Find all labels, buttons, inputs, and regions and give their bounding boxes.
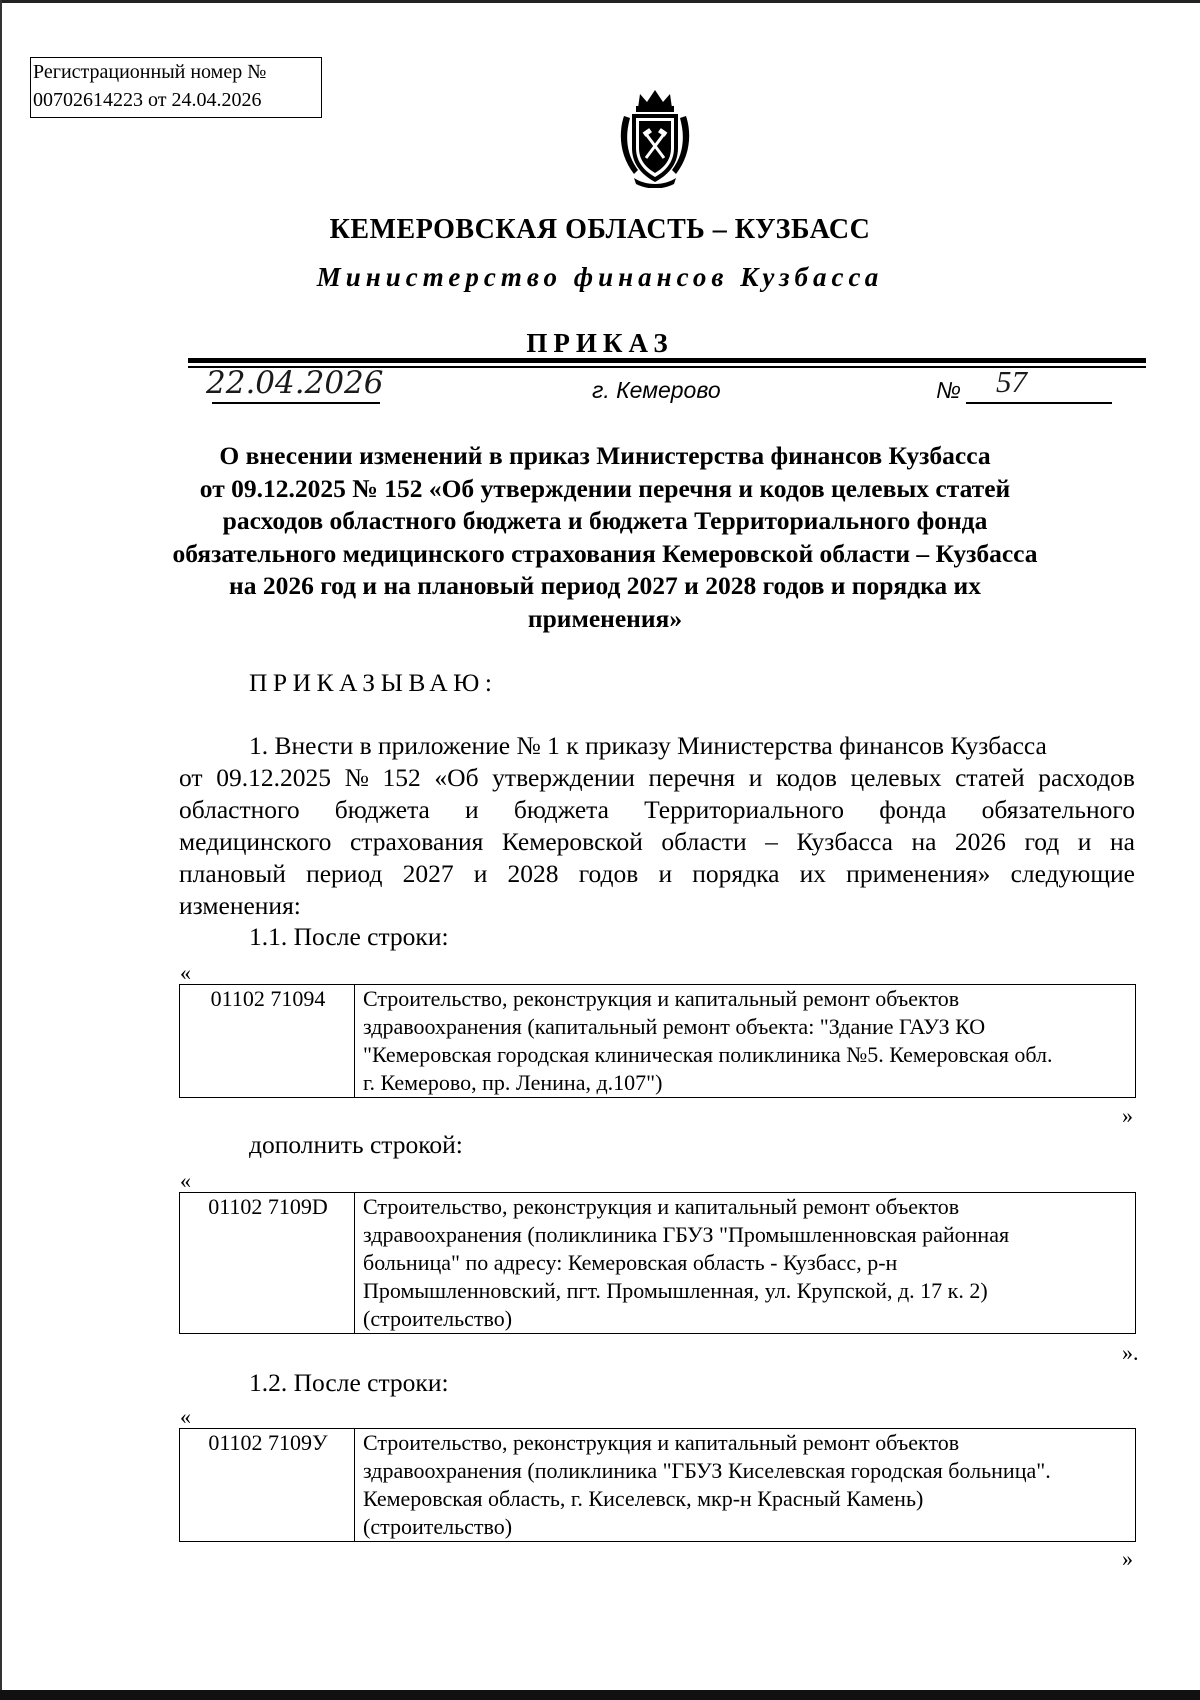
ministry-title: Министерство финансов Кузбасса	[316, 262, 884, 292]
paragraph-word: утверждении	[492, 763, 635, 792]
paragraph-word: 09.12.2025	[216, 763, 331, 792]
paragraph-word: фонда	[879, 795, 947, 824]
target-code: 01102 7109D	[180, 1193, 355, 1334]
description-line: г. Кемерово, пр. Ленина, д.107")	[363, 1070, 663, 1095]
paragraph-word: и	[748, 763, 763, 792]
description-line: "Кемеровская городская клиническая поликлиника №5. Кемеровская обл.	[363, 1042, 1053, 1067]
paragraph-word: и	[658, 859, 673, 888]
number-underline	[966, 402, 1112, 404]
description-line: здравоохранения (капитальный ремонт объекта: "Здание ГАУЗ КО	[363, 1014, 986, 1039]
paragraph-word: их	[799, 859, 827, 888]
paragraph-word: статей	[955, 763, 1025, 792]
quote-open: «	[180, 1168, 191, 1193]
date-underline	[212, 402, 380, 404]
paragraph-word: применения»	[846, 859, 991, 888]
paragraph-word: на	[1109, 827, 1135, 856]
paragraph-line: 1. Внести в приложение № 1 к приказу Министерства финансов Кузбасса	[249, 731, 1047, 760]
paragraph-line	[179, 794, 1135, 826]
paragraph-word: области	[661, 827, 747, 856]
paragraph-word: целевых	[850, 763, 942, 792]
paragraph-word: расходов	[1038, 763, 1135, 792]
paragraph-line: изменения:	[179, 891, 301, 920]
paragraph-word: –	[765, 827, 778, 856]
paragraph-word: 152	[382, 763, 421, 792]
code-table-1	[179, 984, 1136, 1098]
order-number-label: №	[936, 377, 961, 403]
paragraph-word: и	[465, 795, 479, 824]
table-row	[180, 1193, 1136, 1334]
target-description	[355, 1193, 1136, 1334]
paragraph-word: плановый	[179, 859, 286, 888]
subject-line: применения»	[527, 603, 683, 633]
subject-line: О внесении изменений в приказ Министерства финансов Кузбасса	[219, 441, 991, 470]
description-line: Строительство, реконструкция и капитальный ремонт объектов	[363, 1194, 960, 1219]
order-date-handwritten: 22.04.2026	[206, 365, 384, 401]
description-line: Промышленновский, пгт. Промышленная, ул. Крупской, д. 17 к. 2)	[363, 1278, 988, 1303]
subject-line: обязательного медицинского страхования Кемеровской области – Кузбасса	[172, 538, 1038, 568]
paragraph-1	[179, 730, 1135, 922]
subject-line: на 2026 год и на плановый период 2027 и 2028 годов и порядка их	[229, 571, 981, 600]
item-1-1-heading: 1.1. После строки:	[249, 922, 449, 951]
target-code: 01102 71094	[180, 985, 355, 1098]
description-line: (строительство)	[363, 1514, 513, 1539]
paragraph-word: страхования	[349, 827, 484, 856]
scan-edge-bottom	[0, 1690, 1200, 1700]
description-line: здравоохранения (поликлиника "ГБУЗ Киселевская городская больница".	[363, 1458, 1051, 1483]
paragraph-word: на	[911, 827, 937, 856]
quote-open: «	[180, 960, 191, 985]
add-row-label: дополнить строкой:	[249, 1130, 463, 1159]
paragraph-word: год	[1024, 827, 1060, 856]
code-table-3	[179, 1428, 1136, 1542]
table-row	[180, 1429, 1136, 1542]
paragraph-word: от	[179, 763, 203, 792]
paragraph-word: следующие	[1010, 859, 1135, 888]
paragraph-word: областного	[179, 795, 300, 824]
order-number-handwritten: 57	[996, 364, 1027, 399]
region-title: КЕМЕРОВСКАЯ ОБЛАСТЬ – КУЗБАСС	[329, 214, 871, 245]
paragraph-word: Кемеровской	[501, 827, 643, 856]
paragraph-word: медицинского	[179, 827, 332, 856]
paragraph-word: бюджета	[513, 795, 609, 824]
paragraph-word: годов	[578, 859, 639, 888]
document-type: ПРИКАЗ	[526, 328, 674, 358]
description-line: здравоохранения (поликлиника ГБУЗ "Промышленновская районная	[363, 1222, 1010, 1247]
paragraph-word: перечня	[648, 763, 736, 792]
paragraph-line	[179, 826, 1135, 858]
target-description	[355, 1429, 1136, 1542]
paragraph-word: и	[473, 859, 488, 888]
quote-close: ».	[1122, 1340, 1139, 1365]
registration-stamp	[30, 57, 322, 118]
paragraph-line	[179, 762, 1135, 794]
quote-close: »	[1122, 1103, 1133, 1128]
header-rule-thick	[188, 358, 1146, 363]
scan-edge-left	[0, 0, 2, 1700]
description-line: Строительство, реконструкция и капитальный ремонт объектов	[363, 1430, 960, 1455]
description-line: Кемеровская область, г. Киселевск, мкр-н Красный Камень)	[363, 1486, 924, 1511]
target-description	[355, 985, 1136, 1098]
description-line: больница" по адресу: Кемеровская область - Кузбасс, р-н	[363, 1250, 898, 1275]
order-subject	[160, 440, 1050, 635]
order-city: г. Кемерово	[592, 377, 721, 403]
item-1-2-heading: 1.2. После строки:	[249, 1368, 449, 1397]
subject-line: расходов областного бюджета и бюджета Территориального фонда	[222, 506, 988, 535]
paragraph-word: обязательного	[981, 795, 1135, 824]
paragraph-word: №	[344, 763, 369, 792]
paragraph-word: 2028	[507, 859, 559, 888]
description-line: Строительство, реконструкция и капитальный ремонт объектов	[363, 986, 960, 1011]
decree-word: ПРИКАЗЫВАЮ:	[249, 668, 498, 697]
code-table-2	[179, 1192, 1136, 1334]
description-line: (строительство)	[363, 1306, 513, 1331]
quote-close: »	[1122, 1546, 1133, 1571]
scan-edge-top	[0, 0, 1200, 3]
quote-open: «	[180, 1404, 191, 1429]
registration-line-1: Регистрационный номер №	[33, 61, 267, 83]
paragraph-word: бюджета	[334, 795, 430, 824]
paragraph-line	[179, 858, 1135, 890]
paragraph-word: и	[1077, 827, 1092, 856]
paragraph-word: 2026	[954, 827, 1006, 856]
paragraph-word: порядка	[692, 859, 780, 888]
paragraph-word: период	[306, 859, 383, 888]
paragraph-word: Кузбасса	[796, 827, 893, 856]
coat-of-arms-icon	[614, 86, 696, 188]
table-row	[180, 985, 1136, 1098]
paragraph-word: «Об	[434, 763, 479, 792]
registration-line-2: 00702614223 от 24.04.2026	[33, 89, 262, 111]
target-code: 01102 7109У	[180, 1429, 355, 1542]
subject-line: от 09.12.2025 № 152 «Об утверждении перечня и кодов целевых статей	[199, 473, 1011, 503]
paragraph-word: кодов	[776, 763, 837, 792]
paragraph-word: 2027	[402, 859, 454, 888]
paragraph-word: Территориального	[644, 795, 845, 824]
